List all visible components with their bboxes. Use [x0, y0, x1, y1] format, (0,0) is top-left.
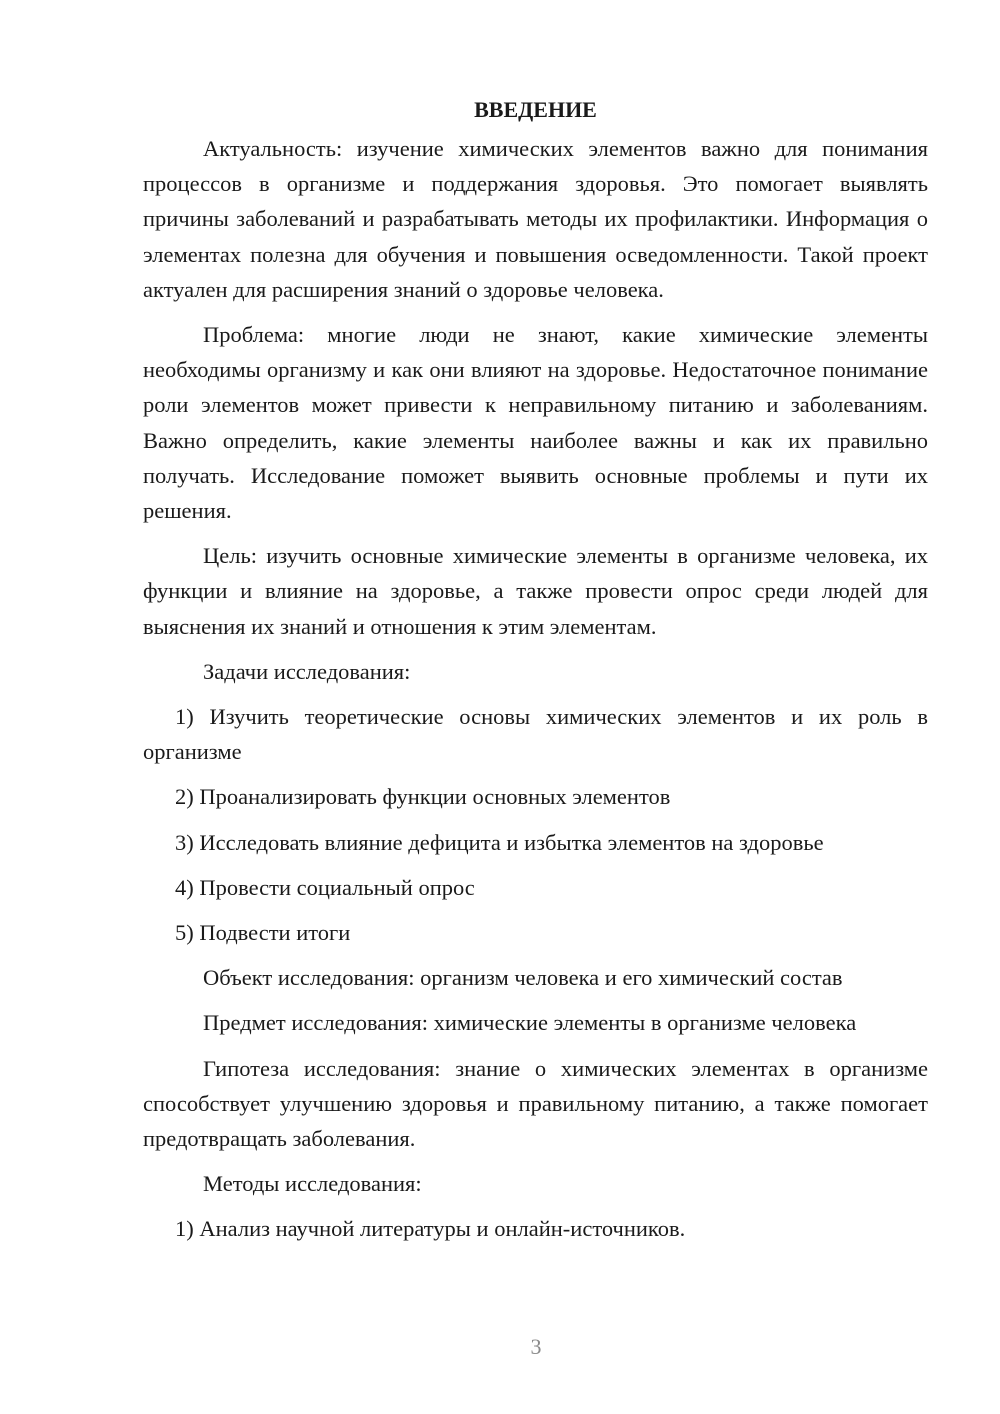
list-item-task-1: 1) Изучить теоретические основы химических элементов и их роль в организме — [143, 704, 928, 765]
list-item-task-4: 4) Провести социальный опрос — [175, 874, 475, 900]
methods-list — [143, 1211, 928, 1246]
object-paragraph: Объект исследования: организм человека и его химический состав — [203, 965, 843, 991]
list-item-task-2: 2) Проанализировать функции основных элементов — [175, 784, 671, 810]
tasks-list — [143, 699, 928, 950]
list-item-method-1: 1) Анализ научной литературы и онлайн-источников. — [175, 1216, 686, 1242]
page-content — [143, 92, 928, 1257]
list-item-task-3: 3) Исследовать влияние дефицита и избытка элементов на здоровье — [175, 829, 824, 855]
page-number: 3 — [530, 1334, 542, 1359]
relevance-paragraph: Актуальность: изучение химических элементов важно для понимания процессов в организме и поддержания здоровья. Это помогает выявлять причины заболеваний и разрабатывать методы их профилактики. Информация о элементах полезна для обучения и повышения осведомленности. Такой проект актуален для расширения знаний о здоровье человека. — [143, 136, 928, 302]
goal-paragraph: Цель: изучить основные химические элементы в организме человека, их функции и влияние на здоровье, а также провести опрос среди людей для выяснения их знаний и отношения к этим элементам. — [143, 543, 928, 639]
tasks-heading: Задачи исследования: — [203, 658, 411, 684]
subject-paragraph: Предмет исследования: химические элементы в организме человека — [203, 1010, 857, 1036]
problem-paragraph: Проблема: многие люди не знают, какие химические элементы необходимы организму и как они влияют на здоровье. Недостаточное понимание роли элементов может привести к неправильному питанию и заболеваниям. Важно определить, какие элементы наиболее важны и как их правильно получать. Исследование поможет выявить основные проблемы и пути их решения. — [143, 322, 928, 524]
list-item-task-5: 5) Подвести итоги — [175, 920, 351, 946]
page-title: ВВЕДЕНИЕ — [474, 97, 597, 122]
methods-heading: Методы исследования: — [203, 1171, 422, 1197]
hypothesis-paragraph: Гипотеза исследования: знание о химических элементах в организме способствует улучшению здоровья и правильному питанию, а также помогает предотвращать заболевания. — [143, 1055, 928, 1152]
